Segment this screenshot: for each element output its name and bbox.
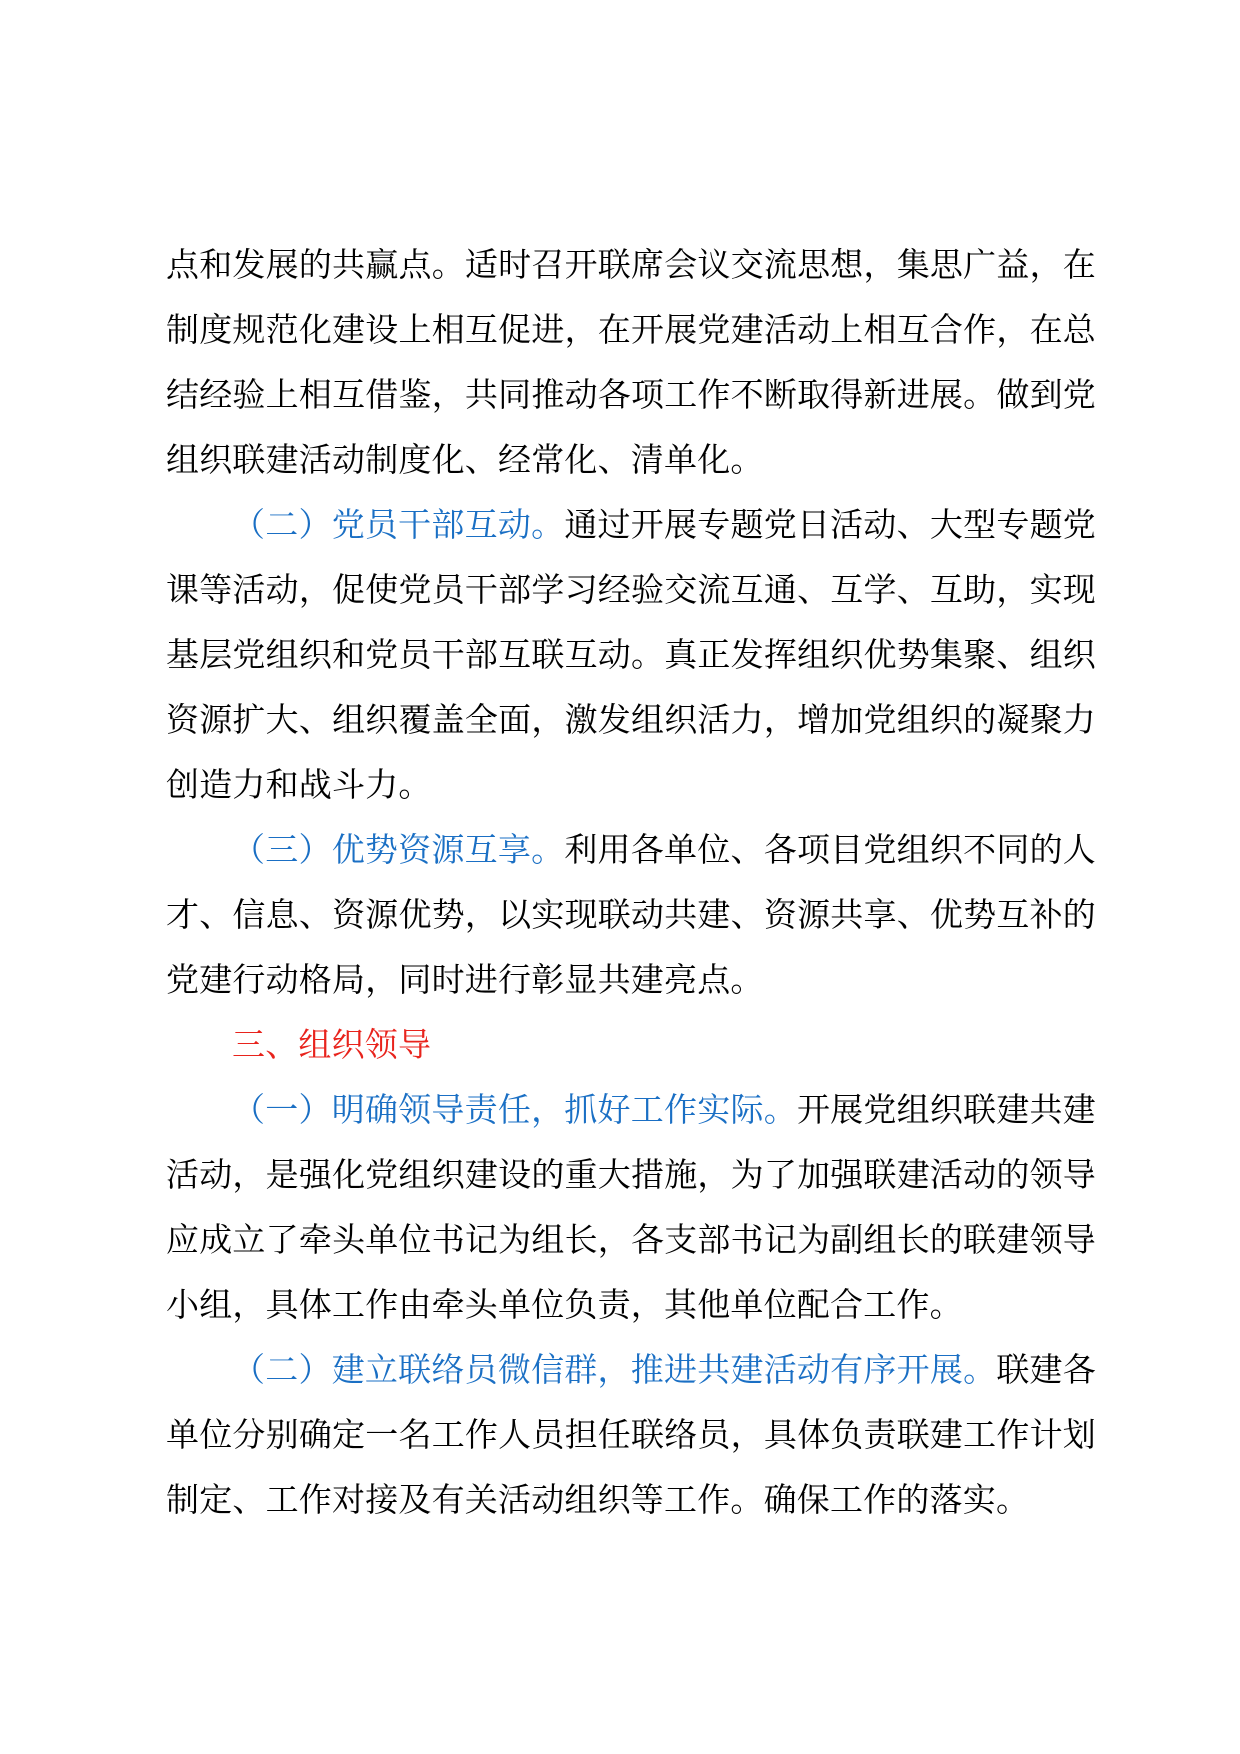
- subheading: （二）建立联络员微信群，推进共建活动有序开展。: [232, 1350, 997, 1389]
- subheading: （三）优势资源互享。: [232, 830, 565, 869]
- paragraph-text: 利用各单位、各项目党组织不同的人才、信息、资源优势，以实现联动共建、资源共享、优势互补的党建行动格局，同时进行彰显共建亮点。: [166, 830, 1097, 999]
- paragraph-text: 开展党组织联建共建活动，是强化党组织建设的重大措施，为了加强联建活动的领导应成立了牵头单位书记为组长，各支部书记为副组长的联建领导小组，具体工作由牵头单位负责，其他单位配合工作。: [166, 1090, 1096, 1324]
- paragraph-text: 通过开展专题党日活动、大型专题党课等活动，促使党员干部学习经验交流互通、互学、互助，实现基层党组织和党员干部互联互动。真正发挥组织优势集聚、组织资源扩大、组织覆盖全面，激发组织活力，增加党组织的凝聚力创造力和战斗力。: [166, 505, 1097, 804]
- subheading: （二）党员干部互动。: [232, 505, 565, 544]
- paragraph-party-member-interaction: [166, 492, 1096, 817]
- document-page: [166, 232, 1096, 1532]
- paragraph-leadership-responsibility: [166, 1077, 1096, 1337]
- section-heading: 三、组织领导: [232, 1025, 432, 1064]
- section-heading-organization-leadership: [166, 1012, 1096, 1077]
- paragraph-continuation: [166, 232, 1096, 492]
- subheading: （一）明确领导责任，抓好工作实际。: [232, 1090, 797, 1129]
- paragraph-liaison-group: [166, 1337, 1096, 1532]
- paragraph-resource-sharing: [166, 817, 1096, 1012]
- paragraph-text: 点和发展的共赢点。适时召开联席会议交流思想，集思广益，在制度规范化建设上相互促进，在开展党建活动上相互合作，在总结经验上相互借鉴，共同推动各项工作不断取得新进展。做到党组织联建活动制度化、经常化、清单化。: [166, 245, 1096, 479]
- paragraph-text: 联建各单位分别确定一名工作人员担任联络员，具体负责联建工作计划制定、工作对接及有关活动组织等工作。确保工作的落实。: [166, 1350, 1096, 1519]
